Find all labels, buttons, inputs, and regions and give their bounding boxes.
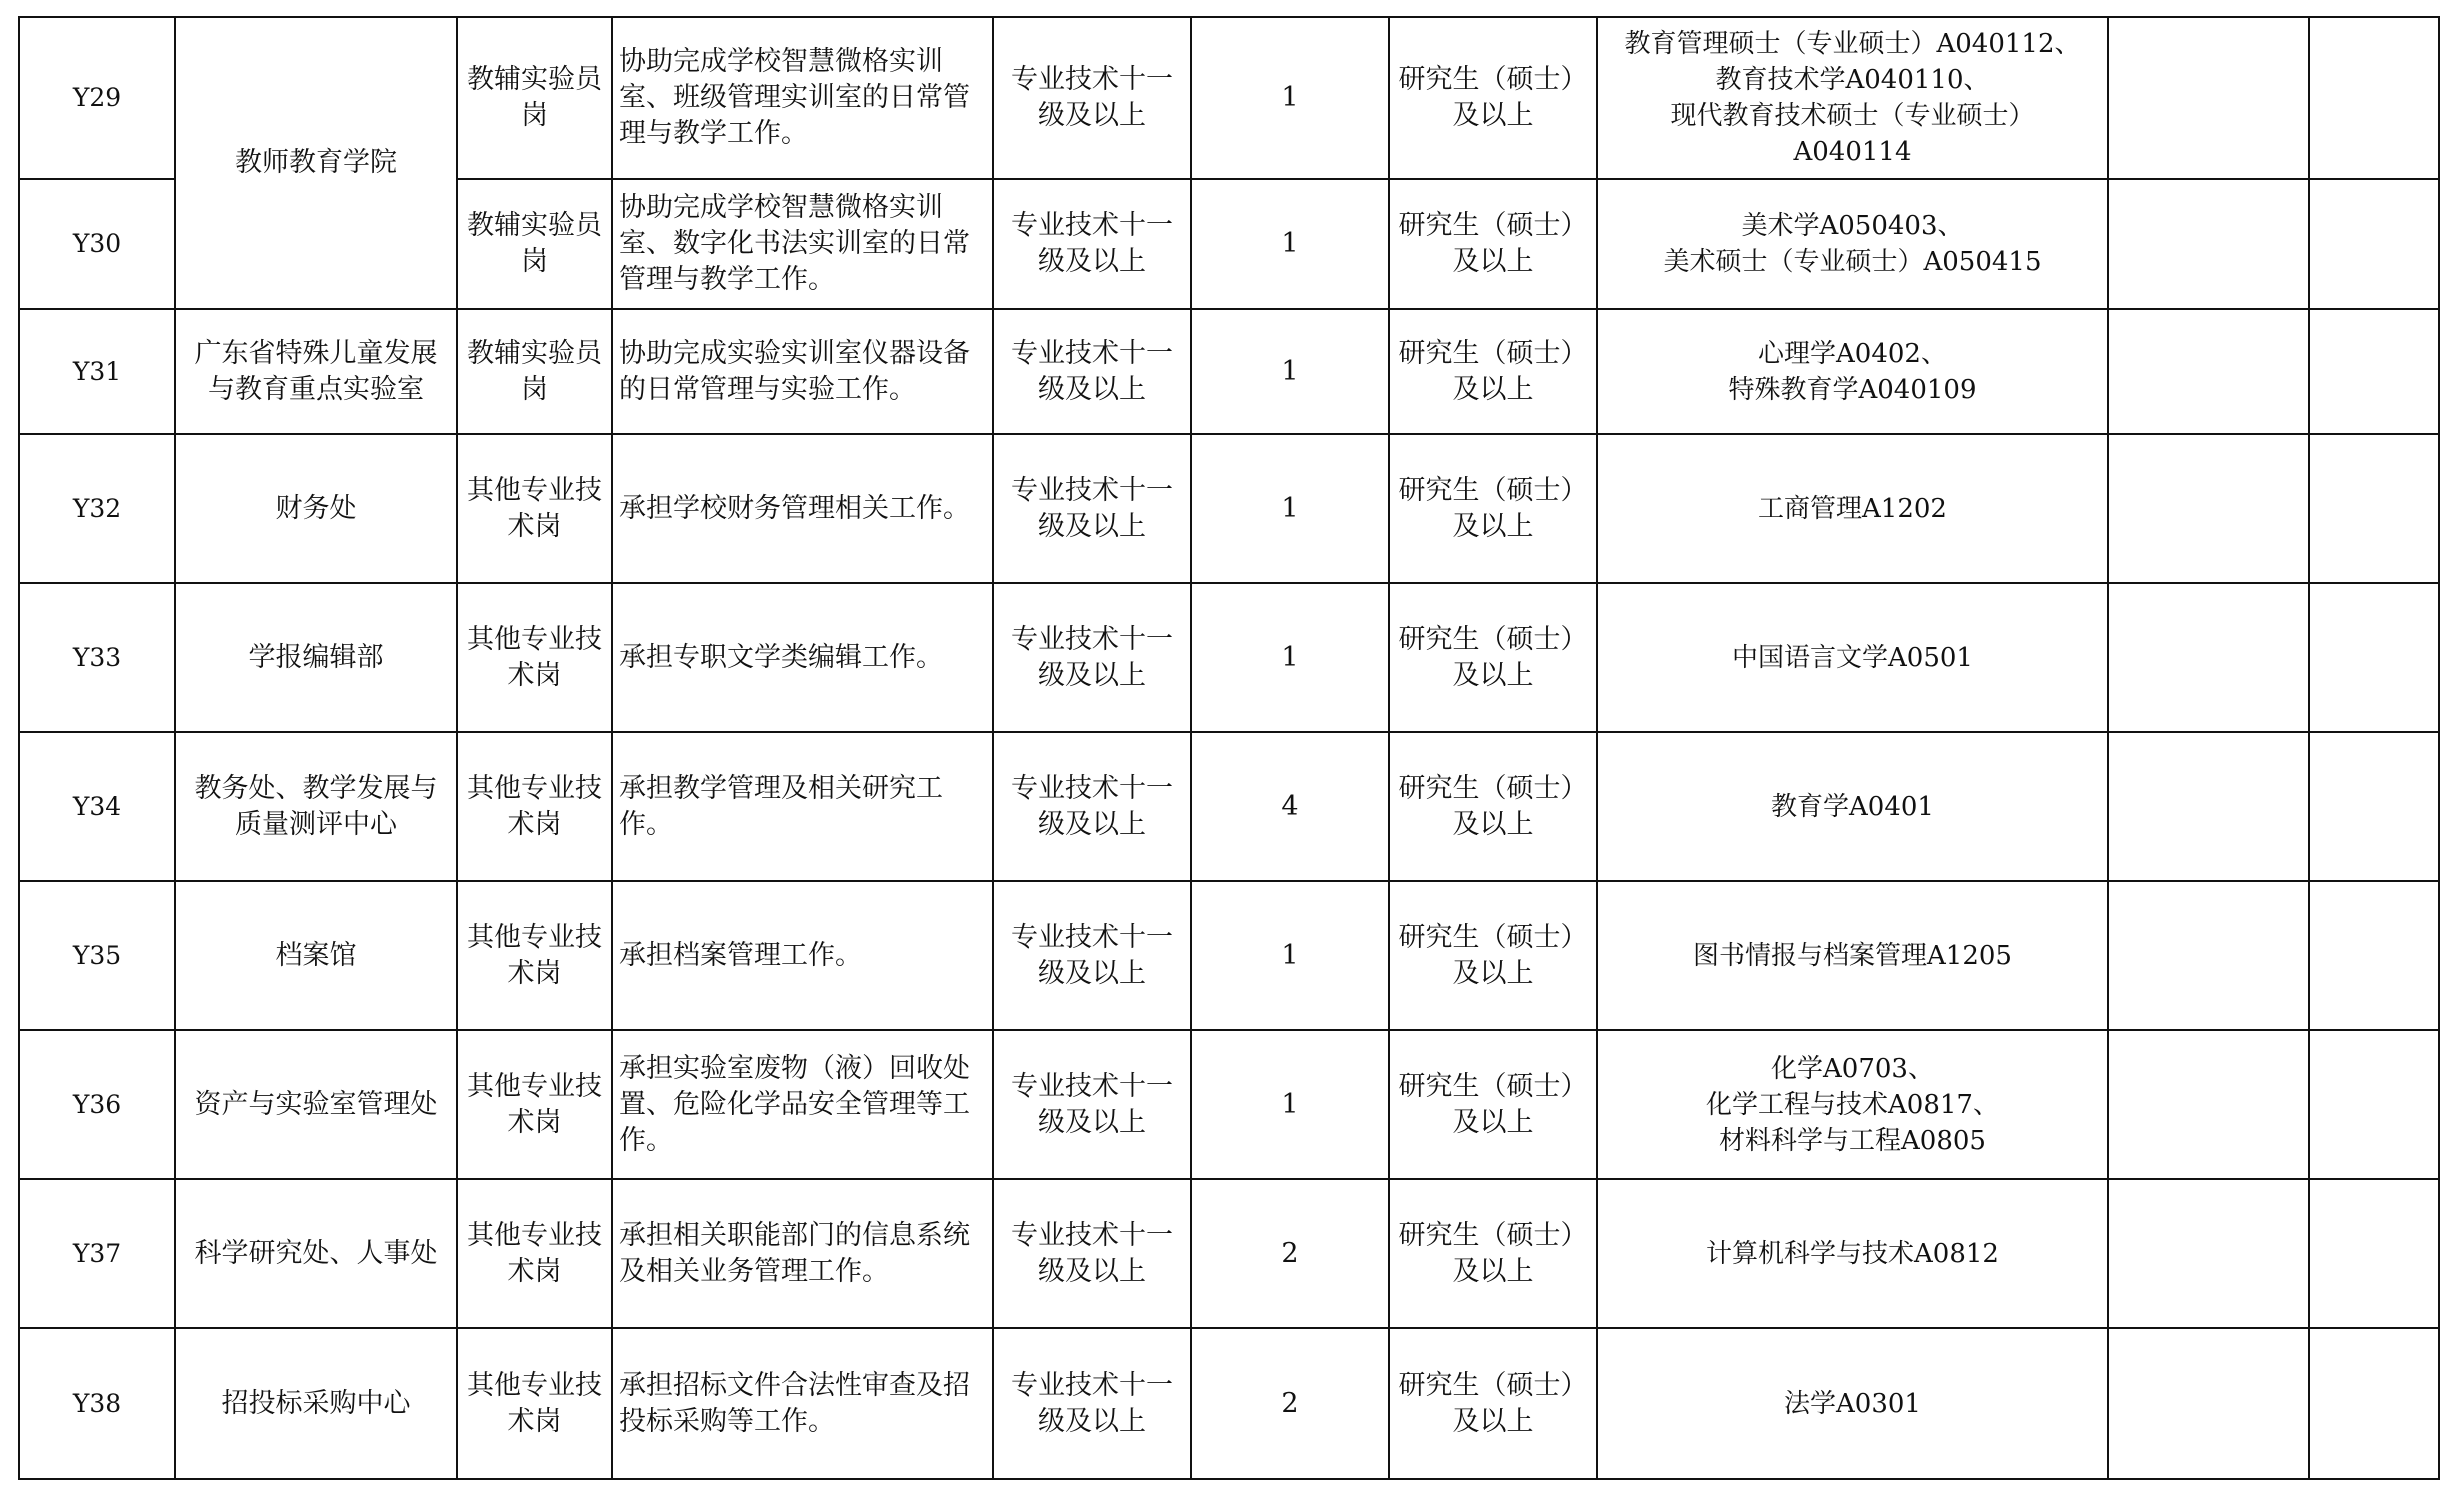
post-type-cell: 其他专业技术岗 [457, 1328, 612, 1479]
post-level-cell: 专业技术十一级及以上 [993, 434, 1191, 583]
department-cell: 科学研究处、人事处 [175, 1179, 457, 1328]
education-cell: 研究生（硕士）及以上 [1389, 434, 1597, 583]
education-cell: 研究生（硕士）及以上 [1389, 17, 1597, 179]
post-type-cell: 其他专业技术岗 [457, 1179, 612, 1328]
empty-cell [2108, 17, 2309, 179]
empty-cell [2108, 881, 2309, 1030]
empty-cell [2108, 1179, 2309, 1328]
empty-cell [2309, 1030, 2439, 1179]
recruitment-table [18, 16, 2440, 1480]
major-requirement-cell: 化学A0703、 化学工程与技术A0817、 材料科学与工程A0805 [1597, 1030, 2108, 1179]
education-cell: 研究生（硕士）及以上 [1389, 583, 1597, 732]
headcount-cell: 1 [1191, 1030, 1389, 1179]
empty-cell [2309, 434, 2439, 583]
post-type-cell: 教辅实验员岗 [457, 309, 612, 434]
table-row [19, 1179, 2439, 1328]
post-type-cell: 其他专业技术岗 [457, 881, 612, 1030]
position-code: Y37 [19, 1179, 175, 1328]
department-cell: 广东省特殊儿童发展与教育重点实验室 [175, 309, 457, 434]
table-row [19, 1328, 2439, 1479]
empty-cell [2309, 583, 2439, 732]
empty-cell [2108, 179, 2309, 309]
headcount-cell: 2 [1191, 1328, 1389, 1479]
post-level-cell: 专业技术十一级及以上 [993, 179, 1191, 309]
table-row [19, 881, 2439, 1030]
headcount-cell: 1 [1191, 309, 1389, 434]
post-level-cell: 专业技术十一级及以上 [993, 732, 1191, 881]
position-code: Y33 [19, 583, 175, 732]
major-requirement-cell: 图书情报与档案管理A1205 [1597, 881, 2108, 1030]
table-row [19, 1030, 2439, 1179]
headcount-cell: 1 [1191, 17, 1389, 179]
job-description-cell: 承担相关职能部门的信息系统及相关业务管理工作。 [612, 1179, 993, 1328]
major-requirement-cell: 教育管理硕士（专业硕士）A040112、 教育技术学A040110、 现代教育技术硕士（专业硕士） A040114 [1597, 17, 2108, 179]
position-code: Y32 [19, 434, 175, 583]
education-cell: 研究生（硕士）及以上 [1389, 1179, 1597, 1328]
empty-cell [2108, 732, 2309, 881]
post-level-cell: 专业技术十一级及以上 [993, 1030, 1191, 1179]
post-level-cell: 专业技术十一级及以上 [993, 1179, 1191, 1328]
education-cell: 研究生（硕士）及以上 [1389, 732, 1597, 881]
post-level-cell: 专业技术十一级及以上 [993, 583, 1191, 732]
headcount-cell: 1 [1191, 583, 1389, 732]
job-description-cell: 承担教学管理及相关研究工作。 [612, 732, 993, 881]
education-cell: 研究生（硕士）及以上 [1389, 309, 1597, 434]
job-description-cell: 协助完成实验实训室仪器设备的日常管理与实验工作。 [612, 309, 993, 434]
job-description-cell: 协助完成学校智慧微格实训室、数字化书法实训室的日常管理与教学工作。 [612, 179, 993, 309]
job-description-cell: 承担招标文件合法性审查及招投标采购等工作。 [612, 1328, 993, 1479]
education-cell: 研究生（硕士）及以上 [1389, 179, 1597, 309]
headcount-cell: 1 [1191, 179, 1389, 309]
table-row [19, 434, 2439, 583]
major-requirement-cell: 教育学A0401 [1597, 732, 2108, 881]
department-cell: 学报编辑部 [175, 583, 457, 732]
department-cell: 教务处、教学发展与质量测评中心 [175, 732, 457, 881]
major-requirement-cell: 心理学A0402、 特殊教育学A040109 [1597, 309, 2108, 434]
post-level-cell: 专业技术十一级及以上 [993, 1328, 1191, 1479]
empty-cell [2309, 732, 2439, 881]
position-code: Y30 [19, 179, 175, 309]
major-requirement-cell: 中国语言文学A0501 [1597, 583, 2108, 732]
empty-cell [2309, 881, 2439, 1030]
position-code: Y38 [19, 1328, 175, 1479]
empty-cell [2309, 309, 2439, 434]
job-description-cell: 承担学校财务管理相关工作。 [612, 434, 993, 583]
position-code: Y29 [19, 17, 175, 179]
department-cell: 财务处 [175, 434, 457, 583]
post-type-cell: 教辅实验员岗 [457, 179, 612, 309]
empty-cell [2108, 1030, 2309, 1179]
department-cell: 招投标采购中心 [175, 1328, 457, 1479]
department-cell: 教师教育学院 [175, 17, 457, 309]
education-cell: 研究生（硕士）及以上 [1389, 1328, 1597, 1479]
job-description-cell: 协助完成学校智慧微格实训室、班级管理实训室的日常管理与教学工作。 [612, 17, 993, 179]
post-level-cell: 专业技术十一级及以上 [993, 309, 1191, 434]
job-description-cell: 承担档案管理工作。 [612, 881, 993, 1030]
empty-cell [2108, 309, 2309, 434]
post-type-cell: 其他专业技术岗 [457, 583, 612, 732]
major-requirement-cell: 工商管理A1202 [1597, 434, 2108, 583]
headcount-cell: 1 [1191, 881, 1389, 1030]
major-requirement-cell: 美术学A050403、 美术硕士（专业硕士）A050415 [1597, 179, 2108, 309]
empty-cell [2309, 17, 2439, 179]
empty-cell [2108, 434, 2309, 583]
department-cell: 资产与实验室管理处 [175, 1030, 457, 1179]
education-cell: 研究生（硕士）及以上 [1389, 1030, 1597, 1179]
headcount-cell: 4 [1191, 732, 1389, 881]
major-requirement-cell: 法学A0301 [1597, 1328, 2108, 1479]
post-type-cell: 其他专业技术岗 [457, 434, 612, 583]
post-level-cell: 专业技术十一级及以上 [993, 881, 1191, 1030]
position-code: Y36 [19, 1030, 175, 1179]
empty-cell [2108, 583, 2309, 732]
headcount-cell: 1 [1191, 434, 1389, 583]
department-cell: 档案馆 [175, 881, 457, 1030]
headcount-cell: 2 [1191, 1179, 1389, 1328]
post-type-cell: 其他专业技术岗 [457, 732, 612, 881]
post-level-cell: 专业技术十一级及以上 [993, 17, 1191, 179]
position-code: Y31 [19, 309, 175, 434]
empty-cell [2309, 179, 2439, 309]
empty-cell [2108, 1328, 2309, 1479]
post-type-cell: 其他专业技术岗 [457, 1030, 612, 1179]
table-row [19, 583, 2439, 732]
empty-cell [2309, 1179, 2439, 1328]
position-code: Y34 [19, 732, 175, 881]
empty-cell [2309, 1328, 2439, 1479]
job-description-cell: 承担专职文学类编辑工作。 [612, 583, 993, 732]
position-code: Y35 [19, 881, 175, 1030]
table-row [19, 17, 2439, 179]
job-description-cell: 承担实验室废物（液）回收处置、危险化学品安全管理等工作。 [612, 1030, 993, 1179]
major-requirement-cell: 计算机科学与技术A0812 [1597, 1179, 2108, 1328]
table-row [19, 732, 2439, 881]
education-cell: 研究生（硕士）及以上 [1389, 881, 1597, 1030]
post-type-cell: 教辅实验员岗 [457, 17, 612, 179]
table-row [19, 309, 2439, 434]
